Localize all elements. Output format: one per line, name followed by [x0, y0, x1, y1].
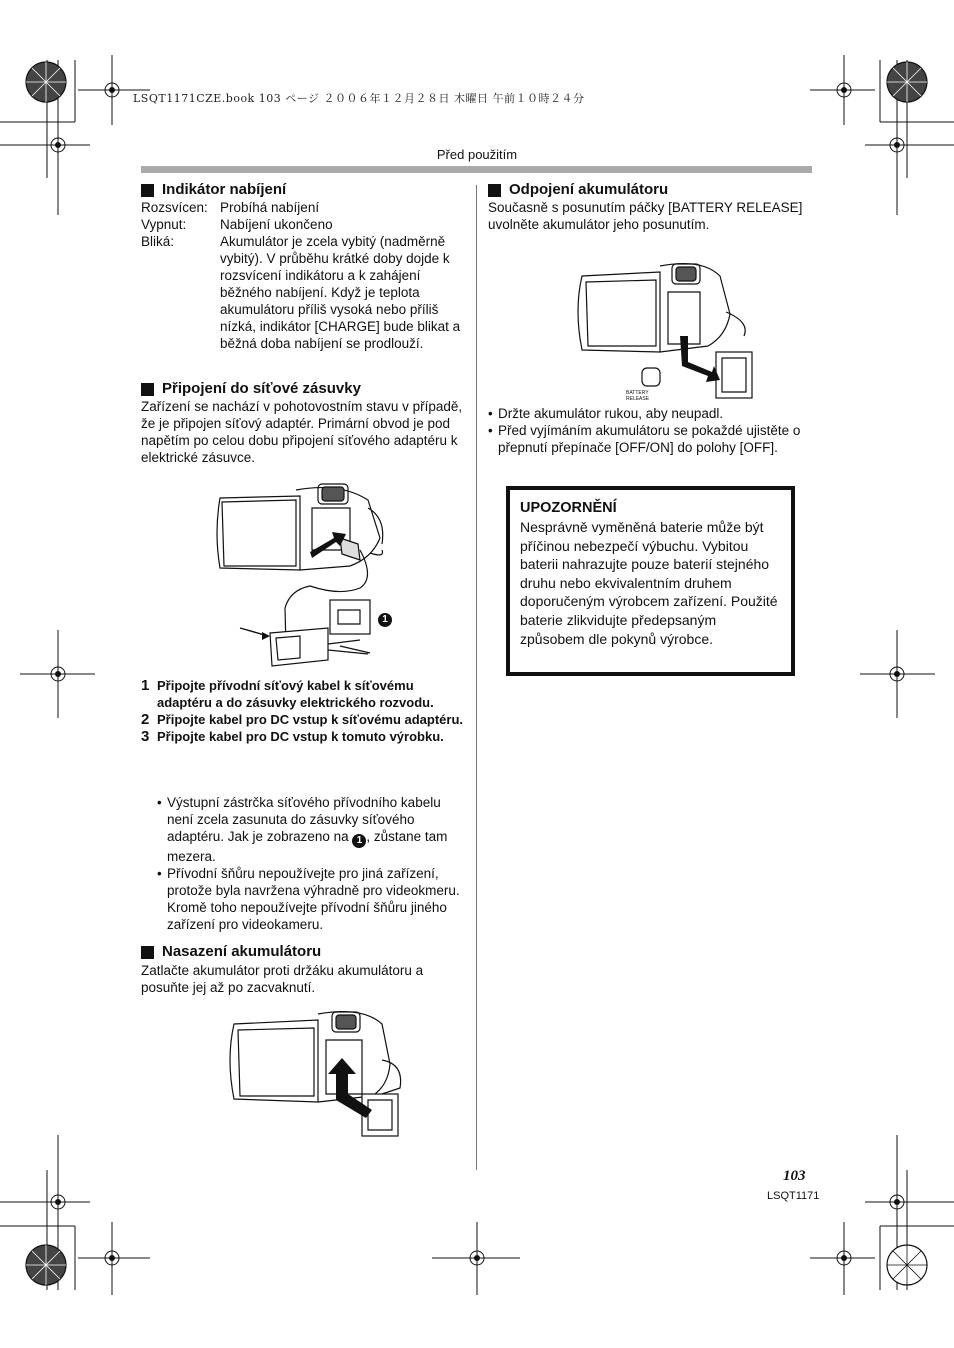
callout-number: 1	[378, 613, 392, 627]
bullet-dot-icon: •	[157, 866, 162, 881]
attach-heading-text: Nasazení akumulátoru	[162, 943, 322, 960]
attach-text: Zatlačte akumulátor proti držáku akumulátoru a posuňte jej až po zacvaknutí.	[141, 963, 424, 995]
note-item	[488, 422, 803, 456]
detach-text: Současně s posunutím páčky [BATTERY RELEASE] uvolněte akumulátor jeho posunutím.	[488, 200, 803, 232]
step-text: Připojte kabel pro DC vstup k síťovému adaptéru.	[157, 712, 464, 727]
definition-term: Rozsvícen:	[141, 200, 208, 215]
indicator-heading-text: Indikátor nabíjení	[162, 181, 287, 198]
bullet-dot-icon: •	[488, 406, 493, 421]
step-item	[141, 711, 466, 728]
mains-heading-text: Připojení do síťové zásuvky	[162, 380, 361, 397]
figure-callout	[378, 607, 392, 627]
bullet-dot-icon: •	[488, 423, 493, 438]
note-item	[488, 405, 803, 422]
battery-detach-figure	[568, 258, 760, 402]
battery-attach-figure	[222, 1004, 412, 1144]
indicator-definitions	[141, 199, 466, 352]
step-number: 3	[141, 728, 150, 745]
definition-term: Vypnut:	[141, 217, 187, 232]
step-number: 2	[141, 711, 150, 728]
note-text: Před vyjímáním akumulátoru se pokaždé ujistěte o přepnutí přepínače [OFF/ON] do polohy [OFF].	[498, 423, 801, 455]
square-bullet-icon	[488, 184, 501, 197]
bullet-dot-icon: •	[157, 795, 162, 810]
note-text: Přívodní šňůru nepoužívejte pro jiná zařízení, protože byla navržena výhradně pro videokmeru. Kromě toho nepoužívejte přívodní šňůru jiného zařízení pro videokameru.	[167, 866, 460, 932]
section-title: Před použitím	[436, 147, 518, 162]
square-bullet-icon	[141, 184, 154, 197]
step-item	[141, 677, 466, 711]
document-code: LSQT1171	[767, 1190, 820, 1202]
detach-heading-text: Odpojení akumulátoru	[509, 181, 669, 198]
step-item	[141, 728, 466, 745]
definition-term: Bliká:	[141, 234, 175, 249]
warning-text: Nesprávně vyměněná baterie může být příčinou nebezpečí výbuchu. Vybitou baterii nahrazujte pouze baterií stejného druhu nebo ekvivalentním druhem doporučeným výrobcem zařízení. Použité baterie zlikvidujte předepsaným způsobem dle pokynů výrobce.	[520, 519, 778, 647]
note-text-part: Výstupní zástrčka síťového přívodního kabelu není zcela zasunuta do zásuvky síťového adaptéru. Jak je zobrazeno na	[167, 795, 441, 844]
column-divider	[476, 185, 477, 1170]
notes-list	[157, 794, 467, 933]
step-text: Připojte kabel pro DC vstup k tomuto výrobku.	[157, 729, 444, 744]
note-item	[157, 865, 467, 933]
definition-row	[141, 233, 466, 352]
steps-list	[141, 677, 466, 745]
warning-title: UPOZORNĚNÍ	[520, 500, 617, 516]
definition-desc: Nabíjení ukončeno	[220, 217, 333, 232]
definition-row	[141, 199, 466, 216]
definition-row	[141, 216, 466, 233]
right-notes-list	[488, 405, 803, 456]
square-bullet-icon	[141, 946, 154, 959]
step-text: Připojte přívodní síťový kabel k síťovému adaptéru a do zásuvky elektrického rozvodu.	[157, 678, 434, 710]
battery-release-word: RELEASE	[626, 396, 650, 402]
square-bullet-icon	[141, 383, 154, 396]
indicator-heading	[141, 181, 286, 199]
callout-ref: 1	[352, 834, 366, 848]
mains-heading	[141, 380, 361, 398]
step-number: 1	[141, 677, 150, 694]
print-header: LSQT1171CZE.book 103 ページ ２００６年１２月２８日 木曜日 午前１０時２４分	[133, 92, 585, 105]
note-item	[157, 794, 467, 865]
page-number: 103	[783, 1168, 806, 1184]
definition-desc: Akumulátor je zcela vybitý (nadměrně vybitý). V průběhu krátké doby dojde k rozsvícení indikátoru a k zahájení běžného nabíjení. Když je teplota akumulátoru příliš vysoká nebo příliš nízká, indikátor [CHARGE] bude blikat a běžná doba nabíjení se prodlouží.	[220, 234, 461, 351]
battery-release-word: BATTERY	[626, 390, 649, 396]
header-rule	[141, 166, 812, 173]
note-text: Držte akumulátor rukou, aby neupadl.	[498, 406, 724, 421]
mains-text: Zařízení se nachází v pohotovostním stavu v případě, že je připojen síťový adaptér. Primární obvod je pod napětím po celou dobu připojení síťového adaptéru k elektrické zásuvce.	[141, 399, 463, 465]
battery-release-label	[626, 390, 650, 402]
note-text-part: , zůstane tam mezera.	[167, 829, 448, 864]
warning-box	[506, 486, 795, 676]
ac-adaptor-figure	[200, 478, 420, 678]
attach-heading	[141, 943, 321, 961]
definition-desc: Probíhá nabíjení	[220, 200, 320, 215]
detach-heading	[488, 181, 668, 199]
note-text	[167, 794, 467, 865]
